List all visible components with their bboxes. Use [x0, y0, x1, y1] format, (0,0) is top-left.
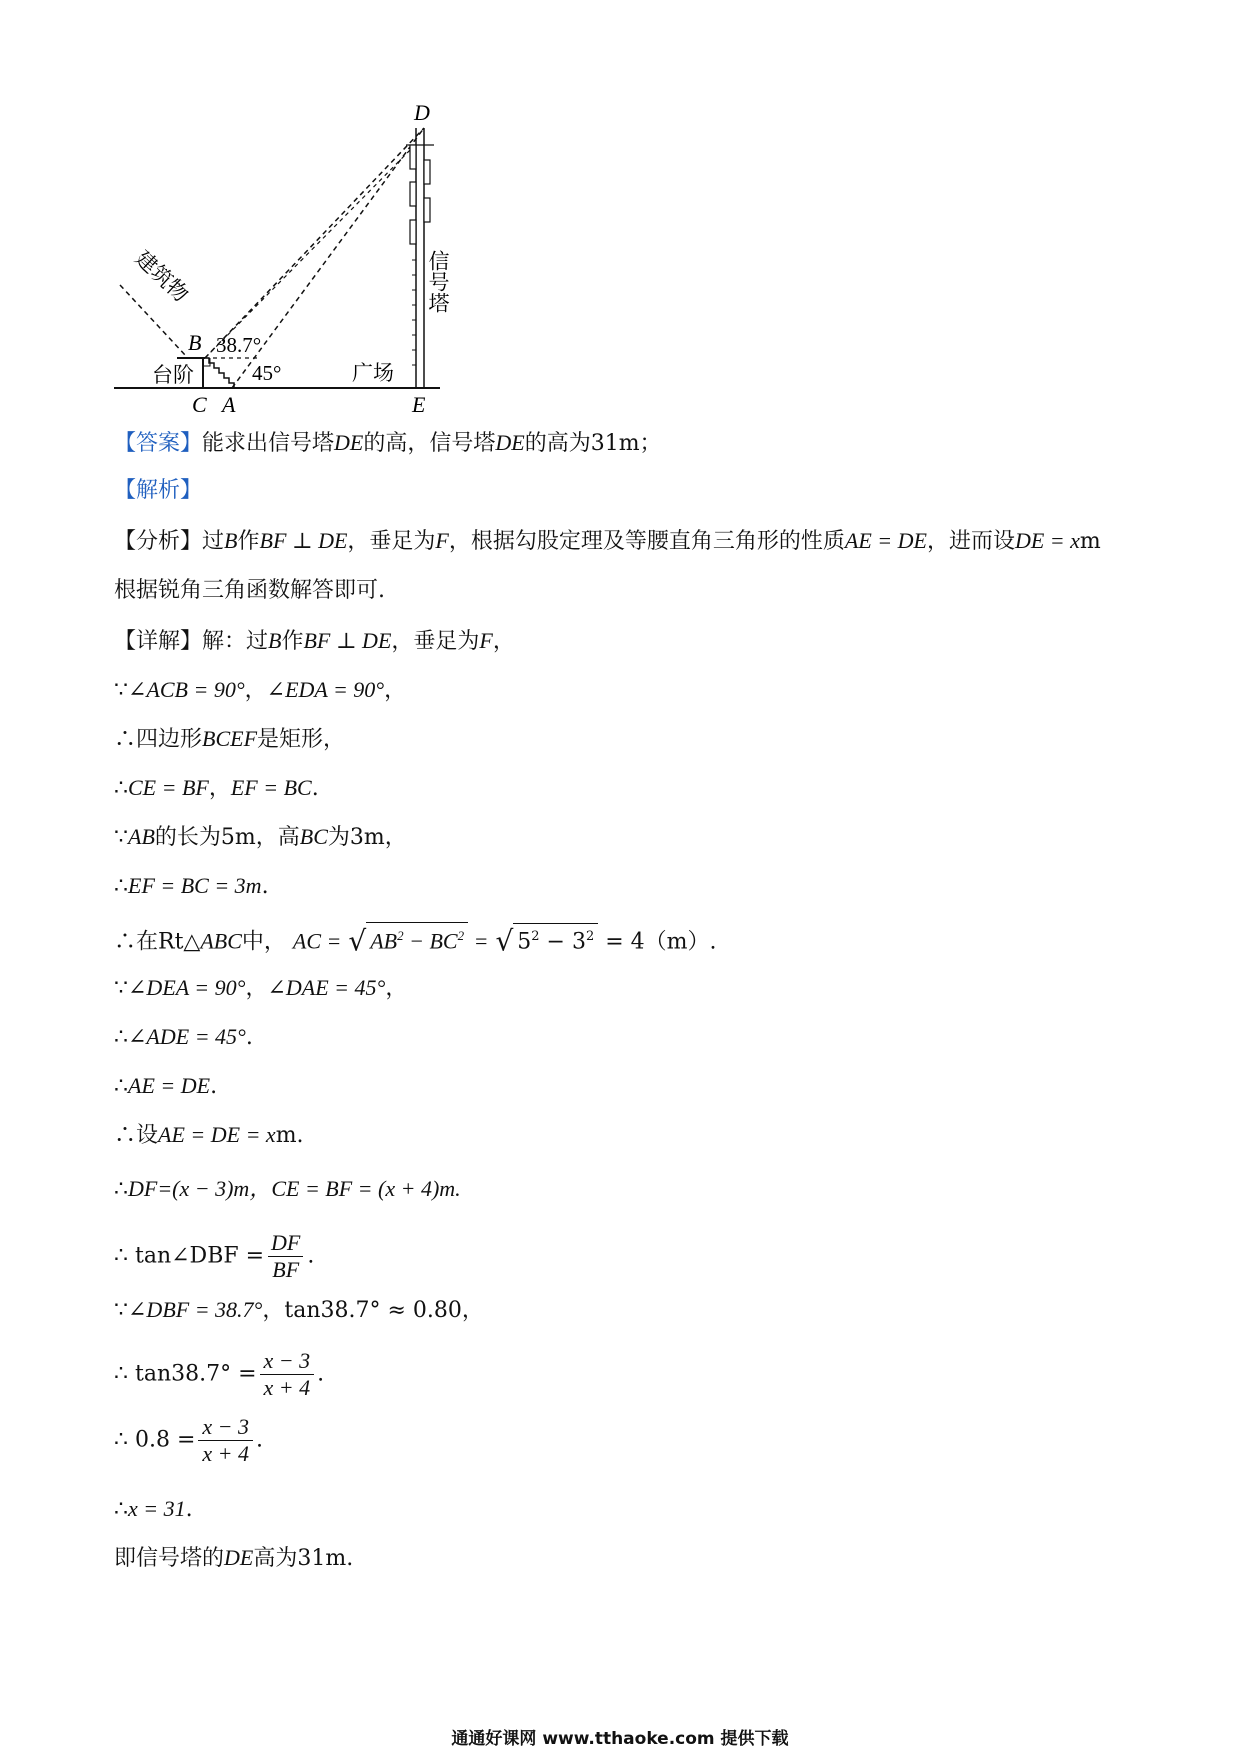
detail-line-5: ∵AB的长为5m，高BC为3m， — [114, 824, 407, 850]
fenxi-line-2: 根据锐角三角函数解答即可. — [114, 578, 385, 603]
detail-line-16: ∴ 0.8 = $\frac{x - 3}{x + 4}$ . — [114, 1414, 264, 1466]
geometry-figure — [0, 0, 1240, 430]
antenna-5 — [410, 220, 416, 244]
antenna-1 — [410, 145, 416, 169]
answer-line: 【答案】能求出信号塔DE的高，信号塔DE的高为31m； — [114, 430, 662, 456]
detail-line-13: ∴ tan∠DBF = $\frac{DF}{BF}$ . — [114, 1230, 315, 1282]
footer-watermark: 通通好课网 www.tthaoke.com 提供下载 — [451, 1729, 789, 1749]
detail-line-12: ∴DF=(x − 3)m，CE = BF = (x + 4)m. — [114, 1176, 461, 1202]
label-b: B — [188, 330, 202, 355]
detail-line-17: ∴x = 31. — [114, 1496, 193, 1522]
detail-line-18: 即信号塔的DE高为31m. — [114, 1545, 354, 1571]
fenxi-line-1: 【分析】过B作BF ⊥ DE，垂足为F，根据勾股定理及等腰直角三角形的性质AE = DE，进而设DE = xm — [114, 528, 1101, 554]
detail-line-2: ∵∠ACB = 90°，∠EDA = 90°， — [114, 677, 407, 703]
sight-line-bf — [205, 145, 415, 358]
analysis-tag: 【解析】 — [114, 478, 203, 503]
answer-tag: 【答案】 — [114, 431, 203, 456]
detail-line-6: ∴EF = BC = 3m. — [114, 873, 269, 899]
sqrt-sign: √ — [348, 924, 367, 958]
label-e: E — [412, 392, 426, 417]
sqrt-sign-2: √ — [495, 924, 514, 958]
detail-line-7: ∴在Rt△ABC中， AC = √ $AB^2 - BC^2$ = √ $5^2 - 3^2 = 4(m)$. — [114, 922, 717, 957]
detail-line-8: ∵∠DEA = 90°，∠DAE = 45°， — [114, 975, 408, 1001]
antenna-2 — [424, 160, 430, 184]
detail-line-14: ∵∠DBF = 38.7°，tan38.7° ≈ 0.80， — [114, 1297, 484, 1323]
label-steps: 台阶 — [152, 363, 194, 387]
antenna-4 — [424, 198, 430, 222]
detail-line-10: ∴AE = DE. — [114, 1073, 218, 1099]
detail-line-11: ∴设AE = DE = xm. — [114, 1122, 304, 1148]
sqrt-5-3: $5^2 - 3^2$ — [513, 923, 598, 955]
label-d: D — [414, 100, 430, 125]
label-a: A — [222, 392, 236, 417]
sight-line-bd — [205, 128, 424, 358]
stair-profile — [205, 358, 234, 388]
label-c: C — [192, 392, 207, 417]
detail-line-15: ∴ tan38.7° = $\frac{x - 3}{x + 4}$ . — [114, 1348, 325, 1400]
antenna-3 — [410, 182, 416, 206]
sqrt-ab-bc: $AB^2 - BC^2$ — [366, 922, 468, 954]
detail-line-3: ∴四边形BCEF是矩形， — [114, 726, 346, 752]
label-angle-a: 45° — [252, 361, 282, 385]
fraction-x-tan: $\frac{x - 3}{x + 4}$ — [260, 1348, 315, 1401]
label-tower: 信号塔 — [426, 250, 450, 313]
label-square: 广场 — [352, 361, 394, 385]
label-building: 建筑物 — [130, 246, 194, 307]
fraction-df-bf: $\frac{DF}{BF}$ — [267, 1230, 304, 1283]
fraction-x-08: $\frac{x - 3}{x + 4}$ — [198, 1414, 253, 1467]
detail-line-4: ∴CE = BF，EF = BC. — [114, 775, 319, 801]
label-angle-b: 38.7° — [216, 333, 262, 357]
detail-line-9: ∴∠ADE = 45°. — [114, 1024, 253, 1050]
detail-line-1: 【详解】解：过B作BF ⊥ DE，垂足为F， — [114, 628, 515, 654]
